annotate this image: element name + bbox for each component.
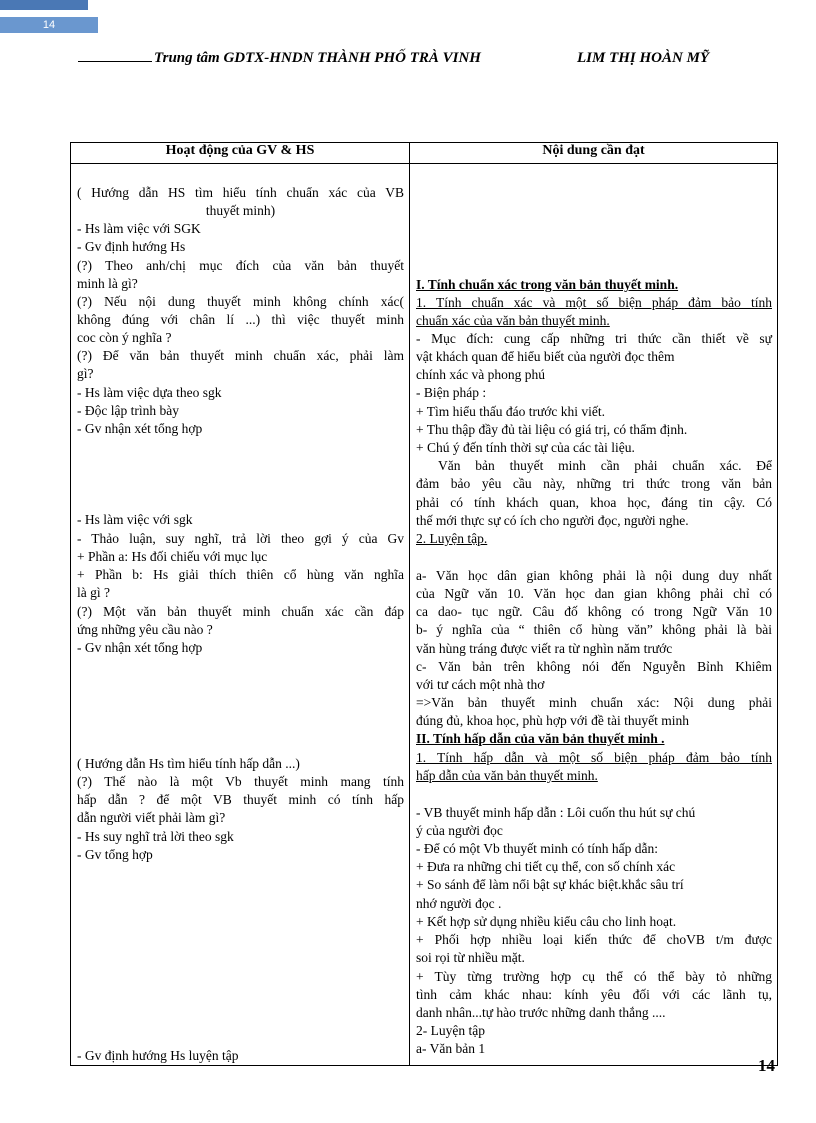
right-line: 2- Luyện tập xyxy=(416,1023,485,1038)
lesson-table xyxy=(70,142,778,1066)
left-line: - Gv định hướng Hs xyxy=(77,239,186,254)
right-line: + Đưa ra những chi tiết cụ thể, con số chính xác xyxy=(416,859,676,874)
right-line: + Tìm hiểu thấu đáo trước khi viết. xyxy=(416,404,606,419)
left-line: coc còn ý nghĩa ? xyxy=(77,330,172,345)
right-line: vật khách quan để hiểu biết của người đọc thêm xyxy=(416,349,675,364)
left-line: + Phần b: Hs giải thích thiên cổ hùng văn nghĩa xyxy=(77,567,404,582)
right-line: 1. Tính chuẩn xác và một số biện pháp đảm bảo tính xyxy=(416,295,772,310)
right-line: - VB thuyết minh hấp dẫn : Lôi cuốn thu hút sự chú xyxy=(416,805,696,820)
left-line: - Hs làm việc dựa theo sgk xyxy=(77,385,222,400)
center-name: Trung tâm GDTX-HNDN THÀNH PHỐ TRÀ VINH xyxy=(154,50,481,66)
right-line: + So sánh để làm nổi bật sự khác biệt.khắc sâu trí xyxy=(416,877,684,892)
col-header-content: Nội dung cần đạt xyxy=(410,143,778,164)
right-line: a- Văn bản 1 xyxy=(416,1041,486,1056)
left-line: - Thảo luận, suy nghĩ, trả lời theo gợi ý của Gv xyxy=(77,531,404,546)
right-line: soi rọi từ nhiều mặt. xyxy=(416,950,525,965)
right-line: đảm bảo yêu cầu này, những tri thức trong văn bản xyxy=(416,476,772,491)
right-line: của Ngữ văn 10. Văn học dan gian không phải chỉ có xyxy=(416,586,772,601)
right-line: chuẩn xác của văn bản thuyết minh. xyxy=(416,313,610,328)
left-line: (?) Để văn bản thuyết minh chuẩn xác, phải làm xyxy=(77,348,404,363)
document-header xyxy=(78,50,481,67)
right-line: - Biện pháp : xyxy=(416,385,487,400)
left-line: - Độc lập trình bày xyxy=(77,403,179,418)
left-line: ( Hướng dẫn HS tìm hiểu tính chuẩn xác của VB xyxy=(77,185,404,200)
right-line: chính xác và phong phú xyxy=(416,367,545,382)
left-line: - Gv nhận xét tổng hợp xyxy=(77,421,203,436)
right-line: =>Văn bản thuyết minh chuẩn xác: Nội dung phải xyxy=(416,695,772,710)
page-tab-number: 14 xyxy=(0,17,98,33)
right-line: + Phối hợp nhiều loại kiến thức để choVB t/m được xyxy=(416,932,772,947)
content-cell xyxy=(410,164,778,1066)
right-line: nhớ người đọc . xyxy=(416,896,502,911)
right-line: 1. Tính hấp dẫn và một số biện pháp đảm bảo tính xyxy=(416,750,772,765)
left-line: - Hs làm việc với SGK xyxy=(77,221,201,236)
left-line: là gì ? xyxy=(77,585,110,600)
right-line: + Thu thập đầy đủ tài liệu có giá trị, có thẩm định. xyxy=(416,422,688,437)
right-line: danh nhân...tự hào trước những danh thắng .... xyxy=(416,1005,666,1020)
right-line: phải có tính khách quan, khoa học, đáng tin cậy. Có xyxy=(416,495,772,510)
left-line: - Hs làm việc với sgk xyxy=(77,512,193,527)
left-line: (?) Thế nào là một Vb thuyết minh mang tính xyxy=(77,774,404,789)
left-line: - Gv định hướng Hs luyện tập xyxy=(77,1048,239,1063)
right-line: thế mới thực sự có ích cho người đọc, người nghe. xyxy=(416,513,689,528)
right-line: ý của người đọc xyxy=(416,823,503,838)
left-line: dẫn người viết phải làm gì? xyxy=(77,810,226,825)
right-line: - Để có một Vb thuyết minh có tính hấp dẫn: xyxy=(416,841,658,856)
section-heading-appeal: II. Tính hấp dẫn của văn bản thuyết minh . xyxy=(416,731,665,746)
subsection-practice-1: 2. Luyện tập. xyxy=(416,531,488,546)
left-line: ( Hướng dẫn Hs tìm hiểu tính hấp dẫn ...) xyxy=(77,756,300,771)
left-line: (?) Nếu nội dung thuyết minh không chính xác( xyxy=(77,294,404,309)
left-line: (?) Theo anh/chị mục đích của văn bản thuyết xyxy=(77,258,404,273)
right-line: a- Văn học dân gian không phải là nội dung duy nhất xyxy=(416,568,772,583)
section-heading-accuracy: I. Tính chuẩn xác trong văn bản thuyết minh. xyxy=(416,277,679,292)
left-line: ứng những yêu cầu nào ? xyxy=(77,622,213,637)
right-line: b- ý nghĩa của “ thiên cổ hùng văn” không phải là bài xyxy=(416,622,772,637)
right-line: + Kết hợp sử dụng nhiều kiểu câu cho linh hoạt. xyxy=(416,914,677,929)
activities-cell xyxy=(71,164,410,1066)
left-line: - Hs suy nghĩ trả lời theo sgk xyxy=(77,829,234,844)
left-line: không đúng với chân lí ...) thì việc thuyết minh xyxy=(77,312,404,327)
left-line: hấp dẫn ? để một VB thuyết minh có tính hấp xyxy=(77,792,404,807)
col-header-activities: Hoạt động của GV & HS xyxy=(71,143,410,164)
right-line: đúng đủ, khoa học, phù hợp với đề tài thuyết minh xyxy=(416,713,689,728)
right-line: văn hùng tráng được viết ra từ nghìn năm trước xyxy=(416,641,673,656)
right-line: + Tùy từng trường hợp cụ thể có thể bày tỏ những xyxy=(416,969,772,984)
left-line: minh là gì? xyxy=(77,276,138,291)
left-line: thuyết minh) xyxy=(205,203,276,218)
left-line: - Gv nhận xét tổng hợp xyxy=(77,640,203,655)
author-name: LIM THỊ HOÀN MỸ xyxy=(577,50,710,66)
right-line: + Chú ý đến tính thời sự của các tài liệu. xyxy=(416,440,635,455)
right-line: hấp dẫn của văn bản thuyết minh. xyxy=(416,768,598,783)
right-line: c- Văn bản trên không nói đến Nguyễn Bỉnh Khiêm xyxy=(416,659,772,674)
left-line: (?) Một văn bản thuyết minh chuẩn xác cần đáp xyxy=(77,604,404,619)
right-line: tình cảm khác nhau: kính yêu đối với các lãnh tụ, xyxy=(416,987,772,1002)
right-line: ca dao- tục ngữ. Câu đố không có trong Ngữ Văn 10 xyxy=(416,604,772,619)
left-line: + Phần a: Hs đối chiếu với mục lục xyxy=(77,549,268,564)
right-line: với tư cách một nhà thơ xyxy=(416,677,545,692)
right-line: - Mục đích: cung cấp những tri thức cần thiết về sự xyxy=(416,331,772,346)
left-line: - Gv tổng hợp xyxy=(77,847,153,862)
right-line: Văn bản thuyết minh cần phải chuẩn xác. Để xyxy=(438,458,772,473)
page-tab-bar xyxy=(0,0,88,10)
left-line: gì? xyxy=(77,366,94,381)
page-number: 14 xyxy=(758,1056,775,1075)
